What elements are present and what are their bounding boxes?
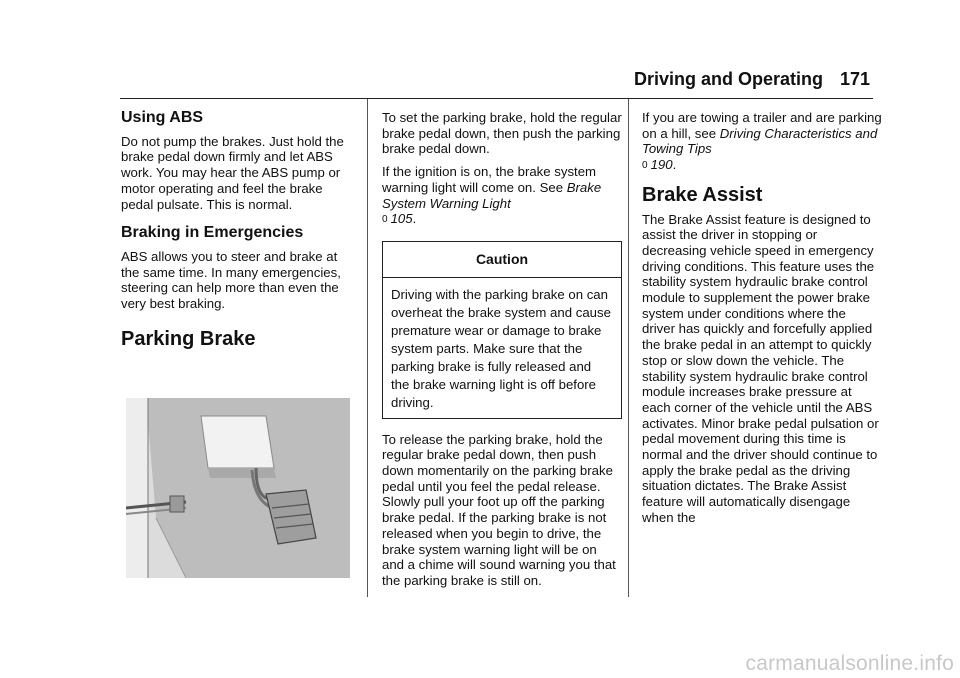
heading-brake-assist: Brake Assist	[642, 183, 763, 206]
link-driving-characteristics[interactable]: Driving Characteristics and Towing Tips	[642, 125, 878, 157]
towing-text: If you are towing a trailer and are parking on a hill, see	[642, 110, 882, 141]
column-divider-1	[367, 99, 368, 597]
paragraph-set-parking-brake: To set the parking brake, hold the regular brake pedal down, then push the parking brake pedal down.	[382, 110, 622, 157]
caution-body: Driving with the parking brake on can overheat the brake system and cause premature wear or damage to brake system parts. Make sure that the parking brake is fully released and the brake warning light is off before driving.	[391, 286, 611, 410]
page-reference[interactable]: 0 190.	[642, 157, 677, 173]
column-divider-2	[628, 99, 629, 597]
page-ref-icon: 0	[642, 160, 648, 172]
header-divider	[120, 98, 873, 99]
paragraph-using-abs: Do not pump the brakes. Just hold the brake pedal down firmly and let ABS work. You may hear the ABS pump or motor operating and feel the brake pedal pulsate. This is normal.	[121, 133, 344, 212]
column-2	[382, 110, 622, 596]
watermark: carmanualsonline.info	[745, 652, 954, 675]
page-number: 171	[840, 69, 871, 89]
parking-brake-illustration	[126, 398, 350, 578]
heading-braking-emergencies: Braking in Emergencies	[121, 224, 304, 242]
heading-using-abs: Using ABS	[121, 109, 204, 126]
paragraph-release-parking-brake: To release the parking brake, hold the regular brake pedal down, then push down momentarily on the parking brake pedal until you feel the pedal release. Slowly pull your foot up off the parking brake pedal. If the parking brake is not released when you begin to drive, the brake system warning light will be on and a chime will sound warning you that the parking brake is still on.	[382, 431, 616, 588]
paragraph-brake-assist: The Brake Assist feature is designed to assist the driver in stopping or decreasing vehicle speed in emergency driving conditions. This feature uses the stability system hydraulic brake control module to supplement the power brake system under conditions where the driver has quickly and forcefully applied the brake pedal in an attempt to quickly stop or slow down the vehicle. The stability system hydraulic brake control module increases brake pressure at each corner of the vehicle until the ABS activates. Minor brake pedal pulsation or pedal movement during this time is normal and the driver should continue to apply the brake pedal as the driving situation dictates. The Brake Assist feature will automatically disengage when the	[642, 211, 879, 525]
caution-title: Caution	[383, 242, 621, 278]
heading-parking-brake: Parking Brake	[121, 327, 256, 350]
ignition-text: If the ignition is on, the brake system warning light will come on. See	[382, 164, 597, 195]
page-reference[interactable]: 0 105.	[382, 211, 417, 227]
paragraph-ignition-warning	[382, 164, 622, 228]
column-3	[642, 110, 882, 533]
section-title: Driving and Operating	[634, 69, 824, 89]
page-ref-icon: 0	[382, 214, 388, 226]
column-1	[121, 110, 356, 355]
paragraph-towing	[642, 110, 882, 174]
caution-box	[382, 241, 622, 419]
paragraph-braking-emergencies: ABS allows you to steer and brake at the same time. In many emergencies, steering can help more than even the very best braking.	[121, 248, 341, 312]
link-brake-warning-light[interactable]: Brake System Warning Light	[382, 179, 602, 211]
